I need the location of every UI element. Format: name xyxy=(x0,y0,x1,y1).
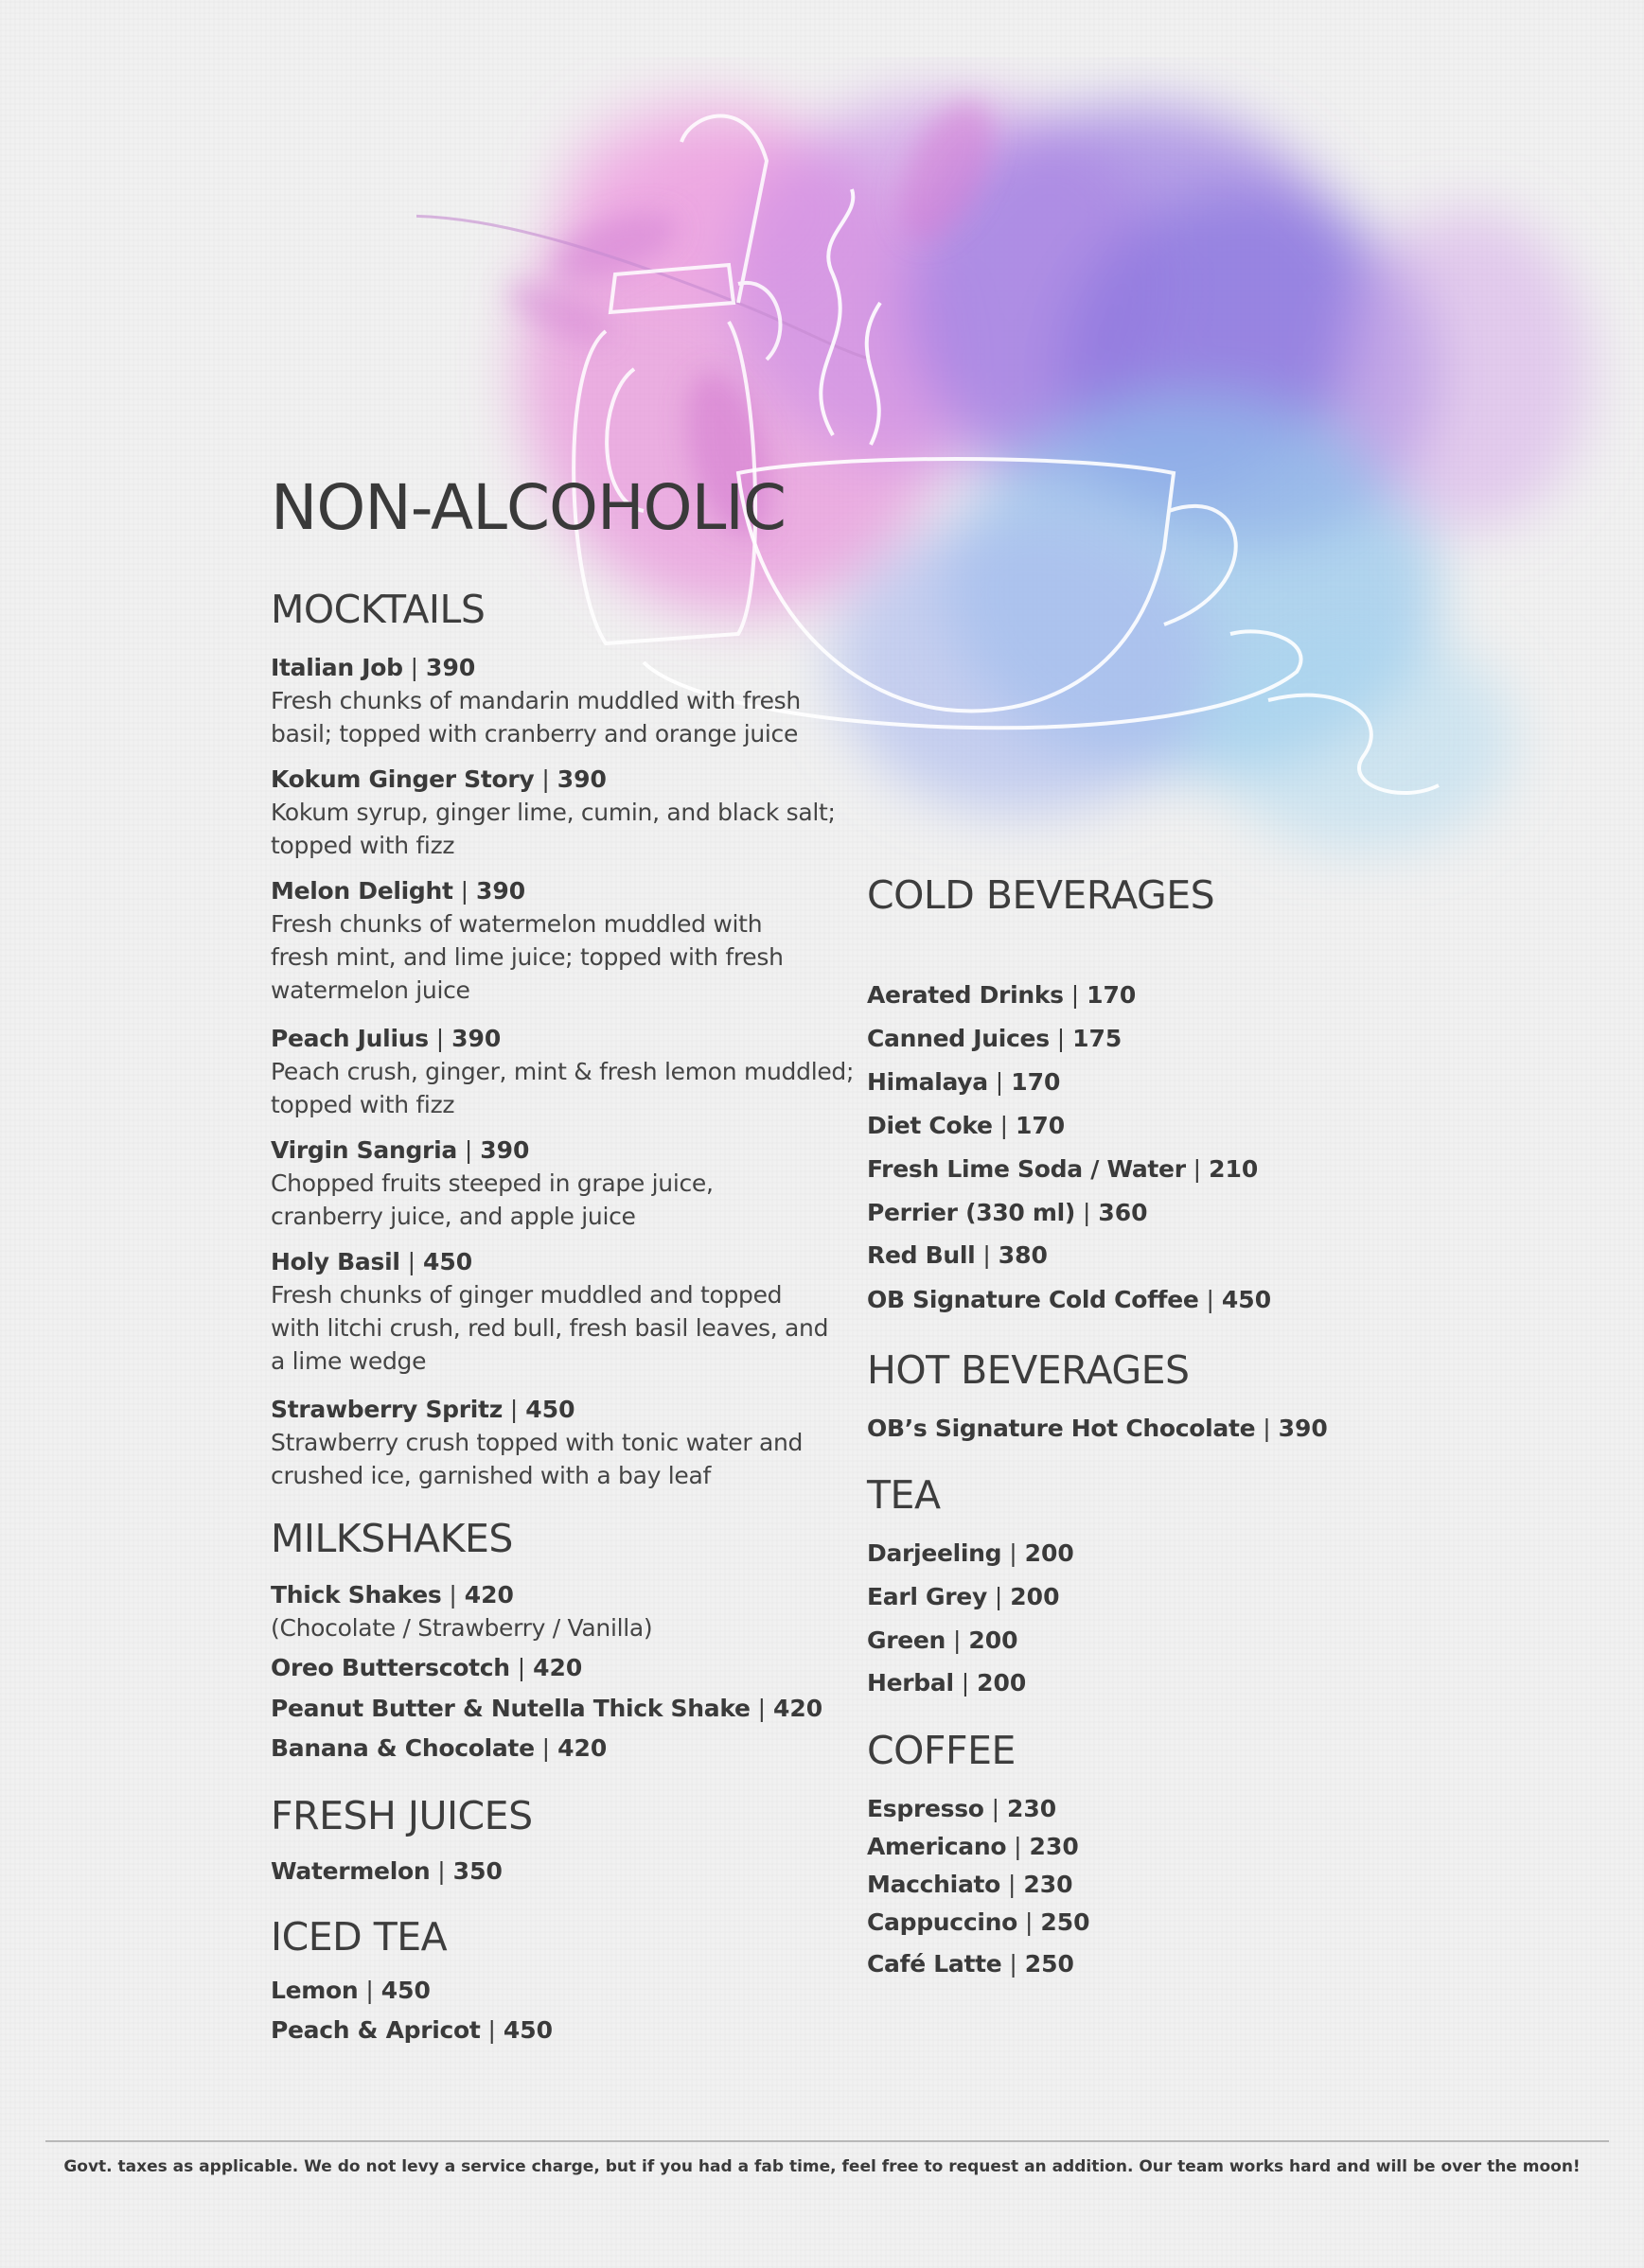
item-name: Kokum Ginger Story xyxy=(271,765,535,793)
footer-divider xyxy=(45,2140,1609,2142)
item-price: 390 xyxy=(1278,1415,1328,1442)
item-price: 390 xyxy=(557,765,607,793)
item-name: Green xyxy=(867,1626,946,1654)
price-separator: | xyxy=(452,877,476,905)
price-separator: | xyxy=(502,1396,526,1423)
item-name: Canned Juices xyxy=(867,1025,1050,1052)
price-separator: | xyxy=(1049,1025,1073,1052)
item-name: Perrier (330 ml) xyxy=(867,1199,1076,1226)
section-title-tea: TEA xyxy=(867,1472,941,1518)
item-price: 250 xyxy=(1040,1908,1090,1936)
menu-item-cappuccino xyxy=(867,1906,1090,1939)
price-separator: | xyxy=(1198,1286,1222,1313)
section-title-iced-tea: ICED TEA xyxy=(271,1914,448,1960)
menu-item-diet-coke xyxy=(867,1109,1065,1142)
item-name: Peanut Butter & Nutella Thick Shake xyxy=(271,1695,751,1722)
item-price: 450 xyxy=(380,1977,431,2004)
section-title-fresh-juices: FRESH JUICES xyxy=(271,1793,533,1838)
item-name: Thick Shakes xyxy=(271,1581,442,1609)
section-title-cold-beverages: COLD BEVERAGES xyxy=(867,872,1215,918)
item-description-line: fresh mint, and lime juice; topped with fresh xyxy=(271,943,784,971)
price-separator: | xyxy=(1255,1415,1279,1442)
item-description-line: basil; topped with cranberry and orange juice xyxy=(271,720,799,747)
price-separator: | xyxy=(1075,1199,1099,1226)
item-description-line: cranberry juice, and apple juice xyxy=(271,1203,636,1230)
item-name: Peach & Apricot xyxy=(271,2016,481,2044)
item-price: 230 xyxy=(1029,1833,1079,1860)
item-price: 420 xyxy=(464,1581,514,1609)
item-name: Fresh Lime Soda / Water xyxy=(867,1155,1186,1183)
menu-item-caf-latte xyxy=(867,1947,1074,1980)
price-separator: | xyxy=(983,1795,1008,1822)
item-price: 390 xyxy=(451,1025,502,1052)
item-name: Strawberry Spritz xyxy=(271,1396,503,1423)
menu-item-lemon xyxy=(271,1974,431,2007)
item-name: Holy Basil xyxy=(271,1248,400,1275)
item-name: Café Latte xyxy=(867,1950,1002,1978)
item-description-line: watermelon juice xyxy=(271,976,470,1004)
menu-item-americano xyxy=(867,1830,1079,1863)
menu-item-ob-s-signature-hot-chocolate xyxy=(867,1412,1328,1445)
item-price: 360 xyxy=(1098,1199,1148,1226)
price-separator: | xyxy=(975,1241,999,1269)
item-price: 450 xyxy=(525,1396,575,1423)
item-description-line: Fresh chunks of watermelon muddled with xyxy=(271,910,763,938)
section-title-mocktails: MOCKTAILS xyxy=(271,587,486,632)
price-separator: | xyxy=(430,1857,453,1885)
menu-item-green xyxy=(867,1624,1018,1657)
item-price: 170 xyxy=(1011,1068,1061,1096)
page-title: NON-ALCOHOLIC xyxy=(271,471,786,544)
menu-item-red-bull xyxy=(867,1239,1048,1272)
menu-item-aerated-drinks xyxy=(867,978,1136,1011)
menu-item-kokum-ginger-story xyxy=(271,763,836,862)
item-price: 450 xyxy=(1221,1286,1272,1313)
item-price: 230 xyxy=(1023,1871,1073,1898)
menu-item-watermelon xyxy=(271,1855,503,1888)
price-separator: | xyxy=(1001,1539,1025,1567)
menu-item-oreo-butterscotch xyxy=(271,1651,582,1684)
item-description-line: Fresh chunks of mandarin muddled with fresh xyxy=(271,687,801,714)
item-name: Cappuccino xyxy=(867,1908,1017,1936)
item-description-line: (Chocolate / Strawberry / Vanilla) xyxy=(271,1614,653,1642)
item-description-line: with litchi crush, red bull, fresh basil leaves, and xyxy=(271,1314,829,1342)
price-separator: | xyxy=(1006,1833,1030,1860)
menu-item-perrier-330-ml xyxy=(867,1196,1148,1229)
price-separator: | xyxy=(1063,981,1087,1009)
item-name: Himalaya xyxy=(867,1068,988,1096)
price-separator: | xyxy=(428,1025,452,1052)
footer-note: Govt. taxes as applicable. We do not levy a service charge, but if you had a fab time, feel free to request an addition. Our team works hard and will be over the moon! xyxy=(63,2157,1581,2176)
item-name: OB’s Signature Hot Chocolate xyxy=(867,1415,1256,1442)
menu-item-himalaya xyxy=(867,1065,1060,1099)
menu-item-fresh-lime-soda-water xyxy=(867,1152,1258,1186)
menu-item-peach-apricot xyxy=(271,2013,553,2047)
menu-item-herbal xyxy=(867,1666,1026,1699)
menu-item-espresso xyxy=(867,1792,1056,1825)
menu-item-italian-job xyxy=(271,651,801,750)
price-separator: | xyxy=(1000,1871,1024,1898)
item-name: Darjeeling xyxy=(867,1539,1002,1567)
item-price: 210 xyxy=(1209,1155,1259,1183)
price-separator: | xyxy=(534,765,557,793)
menu-item-virgin-sangria xyxy=(271,1134,714,1233)
price-separator: | xyxy=(1185,1155,1210,1183)
item-description-line: Kokum syrup, ginger lime, cumin, and black salt; xyxy=(271,799,836,826)
item-name: Oreo Butterscotch xyxy=(271,1654,510,1681)
price-separator: | xyxy=(399,1248,423,1275)
price-separator: | xyxy=(992,1112,1016,1139)
item-price: 175 xyxy=(1072,1025,1123,1052)
item-price: 390 xyxy=(480,1136,530,1164)
menu-item-banana-chocolate xyxy=(271,1732,607,1765)
price-separator: | xyxy=(987,1068,1012,1096)
price-separator: | xyxy=(1001,1950,1025,1978)
price-separator: | xyxy=(534,1734,558,1762)
item-description-line: a lime wedge xyxy=(271,1347,427,1375)
section-title-hot-beverages: HOT BEVERAGES xyxy=(867,1347,1190,1393)
menu-item-peanut-butter-nutella-thick-shake xyxy=(271,1692,822,1725)
item-name: Espresso xyxy=(867,1795,984,1822)
menu-item-canned-juices xyxy=(867,1022,1122,1055)
item-name: Lemon xyxy=(271,1977,359,2004)
price-separator: | xyxy=(946,1626,969,1654)
menu-item-ob-signature-cold-coffee xyxy=(867,1283,1271,1316)
menu-item-peach-julius xyxy=(271,1022,854,1121)
item-name: Herbal xyxy=(867,1669,954,1697)
item-name: Macchiato xyxy=(867,1871,1001,1898)
item-price: 390 xyxy=(476,877,526,905)
item-name: Americano xyxy=(867,1833,1007,1860)
item-price: 420 xyxy=(557,1734,608,1762)
price-separator: | xyxy=(480,2016,504,2044)
item-price: 200 xyxy=(1010,1583,1060,1610)
section-title-milkshakes: MILKSHAKES xyxy=(271,1516,513,1561)
menu-item-melon-delight xyxy=(271,874,784,1007)
item-name: Peach Julius xyxy=(271,1025,429,1052)
item-price: 450 xyxy=(503,2016,554,2044)
item-name: Red Bull xyxy=(867,1241,976,1269)
menu-item-darjeeling xyxy=(867,1537,1074,1570)
menu-item-strawberry-spritz xyxy=(271,1393,803,1492)
item-description-line: topped with fizz xyxy=(271,1091,455,1118)
item-price: 170 xyxy=(1016,1112,1066,1139)
item-name: Watermelon xyxy=(271,1857,431,1885)
price-separator: | xyxy=(986,1583,1011,1610)
price-separator: | xyxy=(358,1977,381,2004)
item-name: Virgin Sangria xyxy=(271,1136,457,1164)
item-price: 380 xyxy=(998,1241,1048,1269)
menu-item-holy-basil xyxy=(271,1245,828,1378)
item-description-line: Fresh chunks of ginger muddled and topped xyxy=(271,1281,783,1309)
item-name: Melon Delight xyxy=(271,877,453,905)
item-price: 390 xyxy=(426,654,476,681)
price-separator: | xyxy=(402,654,427,681)
item-name: Earl Grey xyxy=(867,1583,987,1610)
menu-item-earl-grey xyxy=(867,1580,1059,1613)
item-price: 200 xyxy=(968,1626,1018,1654)
item-description-line: crushed ice, garnished with a bay leaf xyxy=(271,1462,712,1489)
price-separator: | xyxy=(1017,1908,1041,1936)
price-separator: | xyxy=(750,1695,773,1722)
price-separator: | xyxy=(953,1669,978,1697)
item-name: Italian Job xyxy=(271,654,403,681)
price-separator: | xyxy=(509,1654,534,1681)
price-separator: | xyxy=(456,1136,481,1164)
item-price: 170 xyxy=(1087,981,1137,1009)
item-price: 450 xyxy=(422,1248,473,1275)
item-description-line: Chopped fruits steeped in grape juice, xyxy=(271,1169,714,1197)
item-description-line: Strawberry crush topped with tonic water and xyxy=(271,1429,804,1456)
menu-item-macchiato xyxy=(867,1868,1073,1901)
item-name: OB Signature Cold Coffee xyxy=(867,1286,1199,1313)
item-description-line: topped with fizz xyxy=(271,832,455,859)
price-separator: | xyxy=(441,1581,465,1609)
item-price: 420 xyxy=(772,1695,823,1722)
item-name: Diet Coke xyxy=(867,1112,993,1139)
item-description-line: Peach crush, ginger, mint & fresh lemon muddled; xyxy=(271,1058,855,1085)
item-price: 200 xyxy=(977,1669,1027,1697)
item-price: 200 xyxy=(1024,1539,1074,1567)
item-price: 350 xyxy=(452,1857,503,1885)
item-price: 250 xyxy=(1024,1950,1074,1978)
item-name: Banana & Chocolate xyxy=(271,1734,535,1762)
item-price: 420 xyxy=(533,1654,583,1681)
section-title-coffee: COFFEE xyxy=(867,1728,1016,1773)
menu-item-thick-shakes xyxy=(271,1578,652,1644)
item-name: Aerated Drinks xyxy=(867,981,1064,1009)
item-price: 230 xyxy=(1007,1795,1057,1822)
